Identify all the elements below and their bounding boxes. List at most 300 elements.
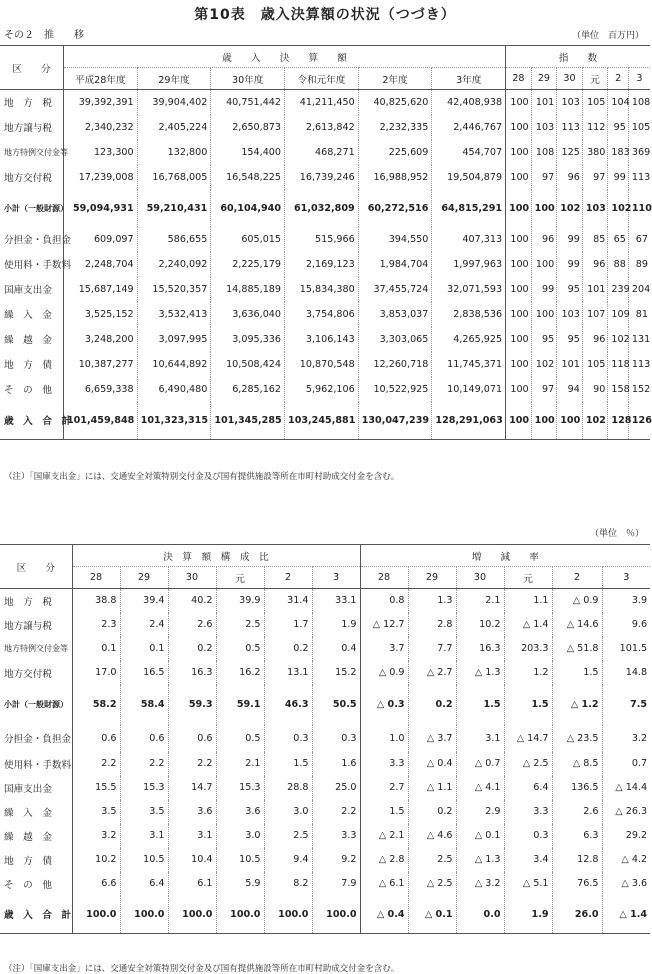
index-year-header: 元 xyxy=(582,68,608,90)
ratio-cell: 0.1 xyxy=(120,637,168,661)
index-cell: 95 xyxy=(531,327,557,352)
amount-cell: 15,687,149 xyxy=(63,277,137,302)
ratio-year-header: 3 xyxy=(312,567,360,589)
ratio-cell: 6.6 xyxy=(72,872,120,896)
ratio-cell: 100.0 xyxy=(216,896,264,934)
row-label: 歳 入 合 計 xyxy=(0,896,72,934)
ratio-cell: 0.4 xyxy=(312,637,360,661)
growth-cell: 1.2 xyxy=(504,661,552,685)
amount-cell: 16,739,246 xyxy=(285,165,359,190)
index-cell: 113 xyxy=(628,165,650,190)
growth-cell: 0.2 xyxy=(408,800,456,824)
amount-cell: 2,248,704 xyxy=(63,252,137,277)
index-cell: 85 xyxy=(582,227,608,252)
growth-cell: 1.5 xyxy=(504,685,552,725)
row-label: 地方特例交付金等 xyxy=(4,147,68,157)
ratio-cell: 3.3 xyxy=(312,824,360,848)
table-row xyxy=(0,848,650,872)
amount-cell: 17,239,008 xyxy=(63,165,137,190)
index-cell: 102 xyxy=(608,190,628,227)
table-row xyxy=(0,90,650,115)
amount-cell: 10,870,548 xyxy=(285,352,359,377)
amount-cell: 605,015 xyxy=(211,227,285,252)
ratio-cell: 14.7 xyxy=(168,776,216,800)
ratio-cell: 3.1 xyxy=(120,824,168,848)
ratio-year-header: 29 xyxy=(120,567,168,589)
index-cell: 113 xyxy=(628,352,650,377)
growth-cell: 1.0 xyxy=(360,725,408,752)
index-cell: 102 xyxy=(531,352,557,377)
amount-cell: 16,988,952 xyxy=(358,165,432,190)
row-label: 繰 入 金 xyxy=(4,310,52,321)
ratio-year-header: 元 xyxy=(216,567,264,589)
row-label: 地方交付税 xyxy=(4,668,52,680)
index-cell: 107 xyxy=(582,302,608,327)
growth-cell: 3.3 xyxy=(504,800,552,824)
growth-cell: △ 0.4 xyxy=(408,752,456,776)
row-label: 地方譲与税 xyxy=(4,620,52,632)
amount-cell: 3,754,806 xyxy=(285,302,359,327)
index-cell: 96 xyxy=(531,227,557,252)
growth-cell: △ 14.6 xyxy=(552,613,602,637)
ratio-cell: 28.8 xyxy=(264,776,312,800)
index-cell: 100 xyxy=(531,302,557,327)
table-row xyxy=(0,402,650,440)
ratio-cell: 8.2 xyxy=(264,872,312,896)
index-cell: 100 xyxy=(506,277,532,302)
growth-cell: 9.6 xyxy=(602,613,650,637)
ratio-cell: 16.2 xyxy=(216,661,264,685)
index-cell: 112 xyxy=(582,115,608,140)
ratio-cell: 100.0 xyxy=(264,896,312,934)
index-cell: 103 xyxy=(557,90,583,115)
growth-cell: 2.1 xyxy=(456,589,504,613)
index-cell: 100 xyxy=(506,302,532,327)
amount-cell: 586,655 xyxy=(137,227,211,252)
index-cell: 100 xyxy=(506,115,532,140)
ratio-cell: 3.6 xyxy=(216,800,264,824)
amount-cell: 6,659,338 xyxy=(63,377,137,402)
growth-cell: △ 0.9 xyxy=(360,661,408,685)
amount-group-header: 歳 入 決 算 額 xyxy=(63,46,505,68)
index-cell: 96 xyxy=(582,252,608,277)
table-row xyxy=(0,165,650,190)
index-cell: 81 xyxy=(628,302,650,327)
growth-cell: △ 0.3 xyxy=(360,685,408,725)
index-cell: 109 xyxy=(608,302,628,327)
growth-cell: 1.3 xyxy=(408,589,456,613)
ratio-cell: 2.6 xyxy=(168,613,216,637)
growth-cell: 0.7 xyxy=(602,752,650,776)
row-label: 地方特例交付金等 xyxy=(4,644,68,653)
growth-cell: △ 0.1 xyxy=(408,896,456,934)
index-cell: 103 xyxy=(557,302,583,327)
amount-cell: 5,962,106 xyxy=(285,377,359,402)
growth-cell: △ 12.7 xyxy=(360,613,408,637)
index-cell: 104 xyxy=(608,90,628,115)
table-row xyxy=(0,725,650,752)
ratio-year-header: 30 xyxy=(168,567,216,589)
index-cell: 100 xyxy=(506,377,532,402)
table-row xyxy=(0,589,650,613)
amount-cell: 41,211,450 xyxy=(285,90,359,115)
amount-cell: 3,853,037 xyxy=(358,302,432,327)
growth-cell: △ 23.5 xyxy=(552,725,602,752)
ratio-cell: 10.4 xyxy=(168,848,216,872)
amount-cell: 32,071,593 xyxy=(432,277,506,302)
ratio-cell: 46.3 xyxy=(264,685,312,725)
index-cell: 99 xyxy=(557,227,583,252)
amount-cell: 2,650,873 xyxy=(211,115,285,140)
index-cell: 100 xyxy=(557,402,583,440)
table-row xyxy=(0,227,650,252)
index-cell: 118 xyxy=(608,352,628,377)
table-row xyxy=(0,685,650,725)
index-year-header: 29 xyxy=(531,68,557,90)
amount-cell: 6,490,480 xyxy=(137,377,211,402)
ratio-group-header: 決 算 額 構 成 比 xyxy=(72,545,360,567)
row-label: 小計（一般財源） xyxy=(4,203,68,213)
table-row xyxy=(0,661,650,685)
row-label: 地方交付税 xyxy=(4,173,52,184)
growth-cell: △ 51.8 xyxy=(552,637,602,661)
growth-cell: 16.3 xyxy=(456,637,504,661)
page-title: 第10表 歳入決算額の状況（つづき） xyxy=(194,7,456,23)
ratio-cell: 15.2 xyxy=(312,661,360,685)
ratio-cell: 2.3 xyxy=(72,613,120,637)
index-cell: 99 xyxy=(608,165,628,190)
amount-cell: 10,644,892 xyxy=(137,352,211,377)
growth-cell: 1.1 xyxy=(504,589,552,613)
amount-cell: 39,392,391 xyxy=(63,90,137,115)
amount-cell: 2,240,092 xyxy=(137,252,211,277)
ratio-cell: 3.2 xyxy=(72,824,120,848)
table-row xyxy=(0,327,650,352)
ratio-cell: 0.3 xyxy=(264,725,312,752)
growth-cell: △ 2.5 xyxy=(504,752,552,776)
amount-cell: 3,532,413 xyxy=(137,302,211,327)
row-label: 歳 入 合 計 xyxy=(0,402,63,440)
growth-cell: 76.5 xyxy=(552,872,602,896)
amount-cell: 60,104,940 xyxy=(211,190,285,227)
ratio-cell: 2.5 xyxy=(216,613,264,637)
amount-year-header: 30年度 xyxy=(211,68,285,90)
growth-cell: △ 1.3 xyxy=(456,661,504,685)
growth-cell: △ 2.8 xyxy=(360,848,408,872)
index-cell: 110 xyxy=(628,190,650,227)
index-year-header: 3 xyxy=(628,68,650,90)
amount-cell: 2,838,536 xyxy=(432,302,506,327)
index-cell: 126 xyxy=(628,402,650,440)
amount-cell: 101,323,315 xyxy=(137,402,211,440)
ratio-cell: 10.5 xyxy=(120,848,168,872)
row-label: 地 方 債 xyxy=(4,855,52,867)
index-cell: 158 xyxy=(608,377,628,402)
amount-cell: 64,815,291 xyxy=(432,190,506,227)
growth-cell: 0.8 xyxy=(360,589,408,613)
ratio-cell: 2.2 xyxy=(168,752,216,776)
ratio-cell: 17.0 xyxy=(72,661,120,685)
amount-cell: 15,520,357 xyxy=(137,277,211,302)
growth-cell: △ 2.7 xyxy=(408,661,456,685)
index-cell: 125 xyxy=(557,140,583,165)
amount-cell: 40,825,620 xyxy=(358,90,432,115)
growth-year-header: 2 xyxy=(552,567,602,589)
growth-cell: 1.5 xyxy=(456,685,504,725)
index-cell: 183 xyxy=(608,140,628,165)
index-cell: 369 xyxy=(628,140,650,165)
amount-cell: 3,097,995 xyxy=(137,327,211,352)
amount-cell: 103,245,881 xyxy=(285,402,359,440)
row-label: 国庫支出金 xyxy=(4,285,52,296)
growth-cell: 29.2 xyxy=(602,824,650,848)
index-cell: 101 xyxy=(582,277,608,302)
amount-cell: 37,455,724 xyxy=(358,277,432,302)
growth-cell: 3.2 xyxy=(602,725,650,752)
amount-year-header: 平成28年度 xyxy=(63,68,137,90)
ratio-cell: 3.6 xyxy=(168,800,216,824)
index-cell: 96 xyxy=(582,327,608,352)
amount-cell: 2,613,842 xyxy=(285,115,359,140)
amount-cell: 128,291,063 xyxy=(432,402,506,440)
growth-cell: 3.3 xyxy=(360,752,408,776)
index-cell: 101 xyxy=(531,90,557,115)
amount-cell: 15,834,380 xyxy=(285,277,359,302)
amount-cell: 154,400 xyxy=(211,140,285,165)
ratio-cell: 39.4 xyxy=(120,589,168,613)
amount-cell: 16,548,225 xyxy=(211,165,285,190)
table-row xyxy=(0,252,650,277)
amount-cell: 3,525,152 xyxy=(63,302,137,327)
amount-cell: 515,966 xyxy=(285,227,359,252)
ratio-cell: 0.5 xyxy=(216,725,264,752)
ratio-cell: 16.5 xyxy=(120,661,168,685)
ratio-cell: 25.0 xyxy=(312,776,360,800)
amount-cell: 12,260,718 xyxy=(358,352,432,377)
ratio-year-header: 28 xyxy=(72,567,120,589)
index-cell: 100 xyxy=(506,227,532,252)
row-label: 分担金・負担金 xyxy=(4,235,72,246)
row-label: 繰 越 金 xyxy=(4,831,52,843)
ratio-cell: 100.0 xyxy=(120,896,168,934)
growth-cell: 203.3 xyxy=(504,637,552,661)
amount-cell: 2,405,224 xyxy=(137,115,211,140)
ratio-cell: 100.0 xyxy=(312,896,360,934)
growth-cell: 2.8 xyxy=(408,613,456,637)
growth-cell: △ 5.1 xyxy=(504,872,552,896)
ratio-cell: 15.3 xyxy=(216,776,264,800)
growth-cell: 1.5 xyxy=(360,800,408,824)
ratio-cell: 0.6 xyxy=(120,725,168,752)
index-cell: 239 xyxy=(608,277,628,302)
index-cell: 100 xyxy=(506,190,532,227)
ratio-cell: 9.4 xyxy=(264,848,312,872)
amount-cell: 14,885,189 xyxy=(211,277,285,302)
row-label: 地 方 債 xyxy=(4,360,52,371)
growth-cell: 2.6 xyxy=(552,800,602,824)
index-cell: 102 xyxy=(582,402,608,440)
growth-cell: 0.3 xyxy=(504,824,552,848)
growth-cell: 7.7 xyxy=(408,637,456,661)
index-group-header: 指 数 xyxy=(506,46,650,68)
section-subtitle: その２ 推 移 xyxy=(4,30,84,41)
table-row xyxy=(0,302,650,327)
amount-cell: 4,265,925 xyxy=(432,327,506,352)
amount-cell: 101,459,848 xyxy=(63,402,137,440)
amount-cell: 61,032,809 xyxy=(285,190,359,227)
index-cell: 99 xyxy=(557,252,583,277)
index-cell: 100 xyxy=(506,140,532,165)
growth-cell: 3.9 xyxy=(602,589,650,613)
row-label: 地方譲与税 xyxy=(4,123,52,134)
growth-year-header: 3 xyxy=(602,567,650,589)
index-cell: 128 xyxy=(608,402,628,440)
revenue-amount-table xyxy=(0,45,650,440)
amount-cell: 2,232,335 xyxy=(358,115,432,140)
amount-cell: 123,300 xyxy=(63,140,137,165)
table2-unit: （単位 ％） xyxy=(589,529,644,539)
growth-cell: △ 4.2 xyxy=(602,848,650,872)
growth-cell: 12.8 xyxy=(552,848,602,872)
ratio-cell: 15.3 xyxy=(120,776,168,800)
table-row xyxy=(0,776,650,800)
index-cell: 105 xyxy=(582,90,608,115)
ratio-cell: 38.8 xyxy=(72,589,120,613)
index-cell: 100 xyxy=(531,190,557,227)
kubun-header: 区 分 xyxy=(0,545,72,589)
index-cell: 99 xyxy=(531,277,557,302)
index-cell: 100 xyxy=(506,165,532,190)
growth-cell: △ 6.1 xyxy=(360,872,408,896)
amount-cell: 3,095,336 xyxy=(211,327,285,352)
growth-year-header: 29 xyxy=(408,567,456,589)
index-cell: 89 xyxy=(628,252,650,277)
table-row xyxy=(0,190,650,227)
index-cell: 94 xyxy=(557,377,583,402)
growth-cell: △ 8.5 xyxy=(552,752,602,776)
growth-cell: 14.8 xyxy=(602,661,650,685)
amount-cell: 6,285,162 xyxy=(211,377,285,402)
index-year-header: 30 xyxy=(557,68,583,90)
index-cell: 108 xyxy=(531,140,557,165)
growth-cell: 3.7 xyxy=(360,637,408,661)
table-row xyxy=(0,613,650,637)
growth-cell: 136.5 xyxy=(552,776,602,800)
amount-cell: 19,504,879 xyxy=(432,165,506,190)
amount-cell: 2,225,179 xyxy=(211,252,285,277)
ratio-cell: 3.5 xyxy=(120,800,168,824)
amount-cell: 130,047,239 xyxy=(358,402,432,440)
ratio-cell: 2.2 xyxy=(72,752,120,776)
growth-cell: △ 1.4 xyxy=(504,613,552,637)
row-label: そ の 他 xyxy=(4,879,52,891)
ratio-cell: 3.0 xyxy=(264,800,312,824)
ratio-cell: 100.0 xyxy=(72,896,120,934)
table-row xyxy=(0,277,650,302)
row-label: 繰 入 金 xyxy=(4,807,52,819)
ratio-cell: 1.9 xyxy=(312,613,360,637)
growth-cell: 3.1 xyxy=(456,725,504,752)
ratio-cell: 0.2 xyxy=(168,637,216,661)
ratio-cell: 9.2 xyxy=(312,848,360,872)
index-cell: 131 xyxy=(628,327,650,352)
growth-cell: △ 0.7 xyxy=(456,752,504,776)
row-label: 繰 越 金 xyxy=(4,335,52,346)
growth-cell: △ 1.4 xyxy=(602,896,650,934)
growth-cell: △ 1.3 xyxy=(456,848,504,872)
amount-cell: 10,522,925 xyxy=(358,377,432,402)
ratio-cell: 1.7 xyxy=(264,613,312,637)
index-year-header: 28 xyxy=(506,68,532,90)
growth-cell: 3.4 xyxy=(504,848,552,872)
ratio-cell: 39.9 xyxy=(216,589,264,613)
ratio-cell: 5.9 xyxy=(216,872,264,896)
amount-year-header: 29年度 xyxy=(137,68,211,90)
ratio-cell: 10.2 xyxy=(72,848,120,872)
index-cell: 102 xyxy=(608,327,628,352)
index-cell: 105 xyxy=(628,115,650,140)
ratio-cell: 2.4 xyxy=(120,613,168,637)
ratio-cell: 10.5 xyxy=(216,848,264,872)
amount-cell: 1,984,704 xyxy=(358,252,432,277)
index-cell: 97 xyxy=(531,165,557,190)
growth-cell: △ 2.1 xyxy=(360,824,408,848)
ratio-cell: 2.5 xyxy=(264,824,312,848)
table-row xyxy=(0,377,650,402)
table-row xyxy=(0,824,650,848)
table1-note: （注）「国庫支出金」には、交通安全対策特別交付金及び国有提供施設等所在市町村助成交付金を含む。 xyxy=(4,472,400,482)
row-label: 小計（一般財源） xyxy=(4,700,68,709)
index-cell: 100 xyxy=(506,352,532,377)
ratio-cell: 0.6 xyxy=(72,725,120,752)
table2-note: （注）「国庫支出金」には、交通安全対策特別交付金及び国有提供施設等所在市町村助成交付金を含む。 xyxy=(4,964,400,974)
amount-cell: 10,508,424 xyxy=(211,352,285,377)
amount-cell: 407,313 xyxy=(432,227,506,252)
growth-cell: △ 1.1 xyxy=(408,776,456,800)
growth-cell: 10.2 xyxy=(456,613,504,637)
ratio-cell: 2.2 xyxy=(120,752,168,776)
ratio-cell: 6.4 xyxy=(120,872,168,896)
amount-cell: 42,408,938 xyxy=(432,90,506,115)
growth-cell: △ 14.4 xyxy=(602,776,650,800)
growth-cell: △ 0.4 xyxy=(360,896,408,934)
index-cell: 67 xyxy=(628,227,650,252)
amount-cell: 10,149,071 xyxy=(432,377,506,402)
ratio-cell: 0.5 xyxy=(216,637,264,661)
row-label: 分担金・負担金 xyxy=(4,734,72,745)
amount-cell: 609,097 xyxy=(63,227,137,252)
ratio-cell: 0.3 xyxy=(312,725,360,752)
index-cell: 97 xyxy=(582,165,608,190)
row-label: 使用料・手数料 xyxy=(4,260,72,271)
amount-cell: 3,248,200 xyxy=(63,327,137,352)
ratio-cell: 16.3 xyxy=(168,661,216,685)
ratio-cell: 3.1 xyxy=(168,824,216,848)
amount-cell: 39,904,402 xyxy=(137,90,211,115)
ratio-cell: 7.9 xyxy=(312,872,360,896)
table-row xyxy=(0,800,650,824)
index-cell: 97 xyxy=(531,377,557,402)
amount-cell: 40,751,442 xyxy=(211,90,285,115)
amount-cell: 59,094,931 xyxy=(63,190,137,227)
ratio-cell: 58.4 xyxy=(120,685,168,725)
growth-cell: 2.7 xyxy=(360,776,408,800)
ratio-cell: 0.2 xyxy=(264,637,312,661)
ratio-cell: 2.2 xyxy=(312,800,360,824)
index-cell: 105 xyxy=(582,352,608,377)
amount-cell: 16,768,005 xyxy=(137,165,211,190)
growth-cell: 2.9 xyxy=(456,800,504,824)
